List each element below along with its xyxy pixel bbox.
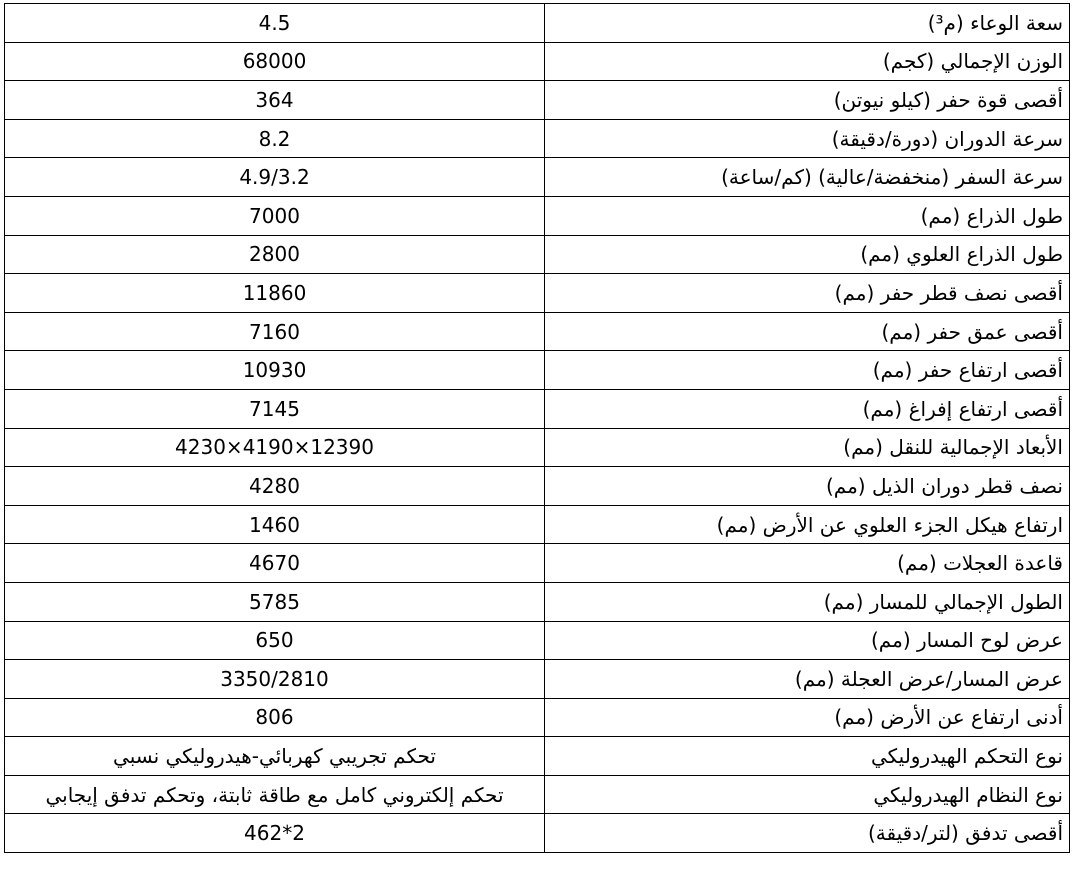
table-row — [5, 4, 1070, 43]
table-row — [5, 582, 1070, 621]
table-row — [5, 814, 1070, 853]
spec-label: سعة الوعاء (م³) — [545, 4, 1070, 43]
table-row — [5, 660, 1070, 699]
spec-value: 7145 — [5, 389, 545, 428]
spec-value: 68000 — [5, 42, 545, 81]
table-row — [5, 775, 1070, 814]
spec-label: ارتفاع هيكل الجزء العلوي عن الأرض (مم) — [545, 505, 1070, 544]
spec-label: نوع التحكم الهيدروليكي — [545, 737, 1070, 776]
spec-label: أقصى قوة حفر (كيلو نيوتن) — [545, 81, 1070, 120]
spec-value: 8.2 — [5, 119, 545, 158]
spec-label: الأبعاد الإجمالية للنقل (مم) — [545, 428, 1070, 467]
table-row — [5, 698, 1070, 737]
table-row — [5, 544, 1070, 583]
spec-label: أقصى عمق حفر (مم) — [545, 312, 1070, 351]
spec-label: عرض لوح المسار (مم) — [545, 621, 1070, 660]
spec-value: 4.5 — [5, 4, 545, 43]
spec-value: 7000 — [5, 196, 545, 235]
spec-label: أدنى ارتفاع عن الأرض (مم) — [545, 698, 1070, 737]
spec-label: أقصى ارتفاع حفر (مم) — [545, 351, 1070, 390]
spec-value: 1460 — [5, 505, 545, 544]
table-row — [5, 312, 1070, 351]
spec-value: 4230×4190×12390 — [5, 428, 545, 467]
spec-value: 11860 — [5, 274, 545, 313]
spec-value: 4280 — [5, 467, 545, 506]
spec-label: الطول الإجمالي للمسار (مم) — [545, 582, 1070, 621]
spec-label: الوزن الإجمالي (كجم) — [545, 42, 1070, 81]
table-row — [5, 467, 1070, 506]
spec-value: 5785 — [5, 582, 545, 621]
spec-label: أقصى ارتفاع إفراغ (مم) — [545, 389, 1070, 428]
spec-value: 2800 — [5, 235, 545, 274]
spec-label: سرعة السفر (منخفضة/عالية) (كم/ساعة) — [545, 158, 1070, 197]
spec-value: 7160 — [5, 312, 545, 351]
table-row — [5, 81, 1070, 120]
spec-label: أقصى نصف قطر حفر (مم) — [545, 274, 1070, 313]
spec-label: عرض المسار/عرض العجلة (مم) — [545, 660, 1070, 699]
table-row — [5, 235, 1070, 274]
spec-label: أقصى تدفق (لتر/دقيقة) — [545, 814, 1070, 853]
specifications-table-body — [5, 4, 1070, 853]
table-row — [5, 274, 1070, 313]
table-row — [5, 119, 1070, 158]
spec-label: طول الذراع العلوي (مم) — [545, 235, 1070, 274]
spec-label: نوع النظام الهيدروليكي — [545, 775, 1070, 814]
spec-value: 364 — [5, 81, 545, 120]
table-row — [5, 505, 1070, 544]
table-row — [5, 351, 1070, 390]
spec-label: طول الذراع (مم) — [545, 196, 1070, 235]
table-row — [5, 428, 1070, 467]
table-row — [5, 389, 1070, 428]
table-row — [5, 621, 1070, 660]
spec-value: تحكم إلكتروني كامل مع طاقة ثابتة، وتحكم تدفق إيجابي — [5, 775, 545, 814]
spec-value: 4.9/3.2 — [5, 158, 545, 197]
spec-value: 4670 — [5, 544, 545, 583]
table-row — [5, 196, 1070, 235]
table-row — [5, 158, 1070, 197]
spec-label: سرعة الدوران (دورة/دقيقة) — [545, 119, 1070, 158]
table-row — [5, 42, 1070, 81]
spec-value: 806 — [5, 698, 545, 737]
spec-value: 462*2 — [5, 814, 545, 853]
specifications-table — [4, 3, 1070, 853]
spec-label: نصف قطر دوران الذيل (مم) — [545, 467, 1070, 506]
table-row — [5, 737, 1070, 776]
spec-value: 10930 — [5, 351, 545, 390]
spec-value: 650 — [5, 621, 545, 660]
spec-value: تحكم تجريبي كهربائي-هيدروليكي نسبي — [5, 737, 545, 776]
spec-value: 3350/2810 — [5, 660, 545, 699]
spec-label: قاعدة العجلات (مم) — [545, 544, 1070, 583]
